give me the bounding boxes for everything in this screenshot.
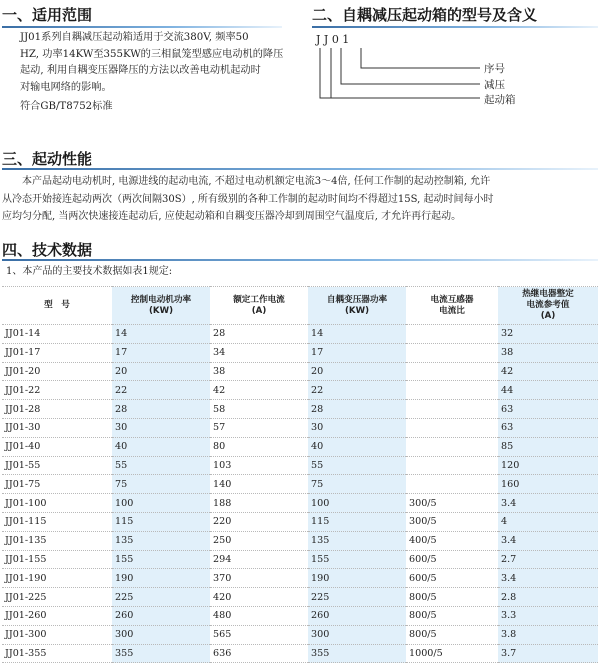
section-3-line: 应均匀分配, 当两次快速接连起动后, 应使起动箱和自耦变压器冷却到周围空气温度后, 才允许再行起动。: [2, 211, 462, 222]
table-cell: [406, 437, 498, 456]
table-note: 1、本产品的主要技术数据如表1规定:: [6, 266, 173, 277]
header-transformer-power: [308, 287, 406, 325]
table-cell: 294: [210, 550, 308, 569]
table-cell: 188: [210, 494, 308, 513]
table-row: [2, 437, 598, 456]
table-cell: 636: [210, 644, 308, 663]
table-row: [2, 588, 598, 607]
header-text: (A): [540, 311, 556, 321]
table-cell: 103: [210, 456, 308, 475]
table-cell: JJ01-28: [2, 400, 112, 419]
table-row: [2, 381, 598, 400]
table-row: [2, 418, 598, 437]
table-cell: 55: [308, 456, 406, 475]
header-ct-ratio: [406, 287, 498, 325]
table-cell: 800/5: [406, 588, 498, 607]
table-cell: JJ01-55: [2, 456, 112, 475]
table-cell: [406, 400, 498, 419]
table-cell: JJ01-115: [2, 512, 112, 531]
table-cell: 565: [210, 625, 308, 644]
table-cell: 115: [308, 512, 406, 531]
table-cell: 355: [112, 644, 210, 663]
table-cell: 800/5: [406, 625, 498, 644]
table-cell: 85: [498, 437, 598, 456]
table-cell: 135: [308, 531, 406, 550]
tree-line-starter: [320, 48, 480, 98]
table-row: [2, 606, 598, 625]
table-cell: 28: [112, 400, 210, 419]
table-cell: 3.3: [498, 606, 598, 625]
table-cell: 800/5: [406, 606, 498, 625]
table-cell: 14: [308, 325, 406, 344]
table-row: [2, 512, 598, 531]
table-cell: JJ01-135: [2, 531, 112, 550]
table-cell: 75: [112, 475, 210, 494]
table-cell: 190: [112, 569, 210, 588]
header-text: (A): [251, 305, 267, 316]
section-4-title: 四、技术数据: [2, 241, 93, 259]
table-row: [2, 625, 598, 644]
table-row: [2, 531, 598, 550]
header-text: 自耦变压器功率: [326, 294, 388, 305]
table-cell: 28: [308, 400, 406, 419]
table-cell: 57: [210, 418, 308, 437]
table-cell: 355: [308, 644, 406, 663]
table-cell: JJ01-20: [2, 362, 112, 381]
table-cell: JJ01-30: [2, 418, 112, 437]
table-cell: 17: [308, 343, 406, 362]
table-cell: 63: [498, 400, 598, 419]
table-cell: 140: [210, 475, 308, 494]
table-cell: 250: [210, 531, 308, 550]
model-label-serial: 序号: [484, 63, 505, 75]
table-cell: 38: [498, 343, 598, 362]
table-cell: 80: [210, 437, 308, 456]
table-row: [2, 550, 598, 569]
header-text: 电流参考值: [526, 300, 570, 310]
header-text: 电流互感器: [430, 294, 474, 305]
table-cell: 120: [498, 456, 598, 475]
table-row: [2, 569, 598, 588]
table-cell: 260: [308, 606, 406, 625]
table-cell: 20: [112, 362, 210, 381]
table-cell: 3.4: [498, 569, 598, 588]
table-cell: 40: [308, 437, 406, 456]
table-cell: 100: [112, 494, 210, 513]
table-cell: 30: [308, 418, 406, 437]
header-text: 热继电器整定: [522, 289, 574, 299]
table-cell: 115: [112, 512, 210, 531]
table-cell: 260: [112, 606, 210, 625]
table-cell: 40: [112, 437, 210, 456]
table-cell: 28: [210, 325, 308, 344]
table-cell: JJ01-75: [2, 475, 112, 494]
header-text: (KW): [149, 305, 173, 316]
table-cell: JJ01-155: [2, 550, 112, 569]
section-1-line: JJ01系列自耦减压起动箱适用于交流380V, 频率50: [20, 32, 249, 43]
table-cell: 3.4: [498, 531, 598, 550]
header-text: 控制电动机功率: [130, 294, 192, 305]
table-cell: 3.7: [498, 644, 598, 663]
table-cell: 300/5: [406, 512, 498, 531]
header-relay-setting: [498, 287, 598, 325]
section-2-title: 二、自耦减压起动箱的型号及含义: [312, 6, 538, 24]
table-cell: 420: [210, 588, 308, 607]
section-3-text: [2, 173, 598, 226]
tree-line-reduced: [341, 48, 480, 84]
table-cell: JJ01-14: [2, 325, 112, 344]
table-row: [2, 475, 598, 494]
header-text: 额定工作电流: [233, 294, 285, 305]
header-text: (KW): [345, 305, 369, 316]
table-body: [2, 325, 598, 663]
table-row: [2, 456, 598, 475]
table-cell: 42: [210, 381, 308, 400]
table-cell: [406, 475, 498, 494]
table-cell: JJ01-40: [2, 437, 112, 456]
header-text: 型 号: [44, 300, 70, 310]
table-cell: 22: [112, 381, 210, 400]
table-cell: JJ01-260: [2, 606, 112, 625]
table-cell: 480: [210, 606, 308, 625]
model-label-reduced: 减压: [484, 79, 505, 91]
table-cell: 22: [308, 381, 406, 400]
table-cell: 34: [210, 343, 308, 362]
table-cell: 225: [112, 588, 210, 607]
table-cell: 300/5: [406, 494, 498, 513]
table-cell: 17: [112, 343, 210, 362]
table-cell: 30: [112, 418, 210, 437]
tech-data-table: [2, 286, 598, 663]
tree-line-serial: [361, 48, 480, 68]
table-cell: [406, 343, 498, 362]
table-cell: [406, 362, 498, 381]
table-cell: JJ01-22: [2, 381, 112, 400]
table-cell: JJ01-100: [2, 494, 112, 513]
table-cell: 32: [498, 325, 598, 344]
table-cell: [406, 325, 498, 344]
section-1-standard: 符合GB/T8752标准: [20, 101, 113, 112]
table-cell: JJ01-225: [2, 588, 112, 607]
section-3-rule: [2, 168, 598, 170]
table-cell: 225: [308, 588, 406, 607]
table-cell: 600/5: [406, 550, 498, 569]
section-1-line: HZ, 功率14KW至355KW的三相鼠笼型感应电动机的降压: [20, 48, 284, 60]
table-row: [2, 644, 598, 663]
table-cell: 2.7: [498, 550, 598, 569]
table-cell: 44: [498, 381, 598, 400]
table-cell: [406, 381, 498, 400]
header-motor-power: [112, 287, 210, 325]
table-cell: [406, 456, 498, 475]
section-1-title: 一、适用范围: [2, 6, 93, 24]
table-cell: 3.8: [498, 625, 598, 644]
table-row: [2, 343, 598, 362]
table-cell: 155: [112, 550, 210, 569]
header-text: 电流比: [439, 305, 465, 316]
table-cell: JJ01-300: [2, 625, 112, 644]
table-cell: 42: [498, 362, 598, 381]
section-3-title: 三、起动性能: [2, 150, 93, 168]
table-header-row: [2, 287, 598, 325]
table-cell: 1000/5: [406, 644, 498, 663]
table-cell: 55: [112, 456, 210, 475]
table-row: [2, 494, 598, 513]
table-cell: 190: [308, 569, 406, 588]
section-1-line: 对输电网络的影响。: [20, 81, 112, 93]
table-cell: 135: [112, 531, 210, 550]
section-3-line: 本产品起动电动机时, 电源进线的起动电流, 不超过电动机额定电流3～4倍, 任何工作制的起动控制箱, 允许: [22, 176, 491, 187]
table-row: [2, 400, 598, 419]
table-cell: 300: [112, 625, 210, 644]
header-model: [2, 287, 112, 325]
table-cell: 300: [308, 625, 406, 644]
table-cell: 20: [308, 362, 406, 381]
table-cell: 2.8: [498, 588, 598, 607]
table-cell: JJ01-355: [2, 644, 112, 663]
table-row: [2, 325, 598, 344]
table-row: [2, 362, 598, 381]
table-cell: 370: [210, 569, 308, 588]
table-cell: 4: [498, 512, 598, 531]
table-cell: 58: [210, 400, 308, 419]
table-cell: 160: [498, 475, 598, 494]
table-cell: 3.4: [498, 494, 598, 513]
table-cell: 38: [210, 362, 308, 381]
table-cell: 155: [308, 550, 406, 569]
model-code: J J 0 1: [316, 33, 350, 46]
table-cell: 600/5: [406, 569, 498, 588]
table-cell: 14: [112, 325, 210, 344]
table-cell: 100: [308, 494, 406, 513]
table-cell: 75: [308, 475, 406, 494]
table-cell: 220: [210, 512, 308, 531]
table-cell: 63: [498, 418, 598, 437]
section-1-line: 起动, 利用自耦变压器降压的方法以改善电动机起动时: [20, 65, 261, 76]
header-rated-current: [210, 287, 308, 325]
table-cell: 400/5: [406, 531, 498, 550]
model-label-starter: 起动箱: [484, 94, 516, 106]
table-cell: JJ01-17: [2, 343, 112, 362]
table-cell: JJ01-190: [2, 569, 112, 588]
section-4-rule: [2, 259, 598, 261]
table-cell: [406, 418, 498, 437]
section-3-line: 从冷态开始接连起动两次（两次间隔30S）, 所有级别的各种工作制的起动时间均不得超过15S, 起动时间每小时: [2, 193, 494, 205]
